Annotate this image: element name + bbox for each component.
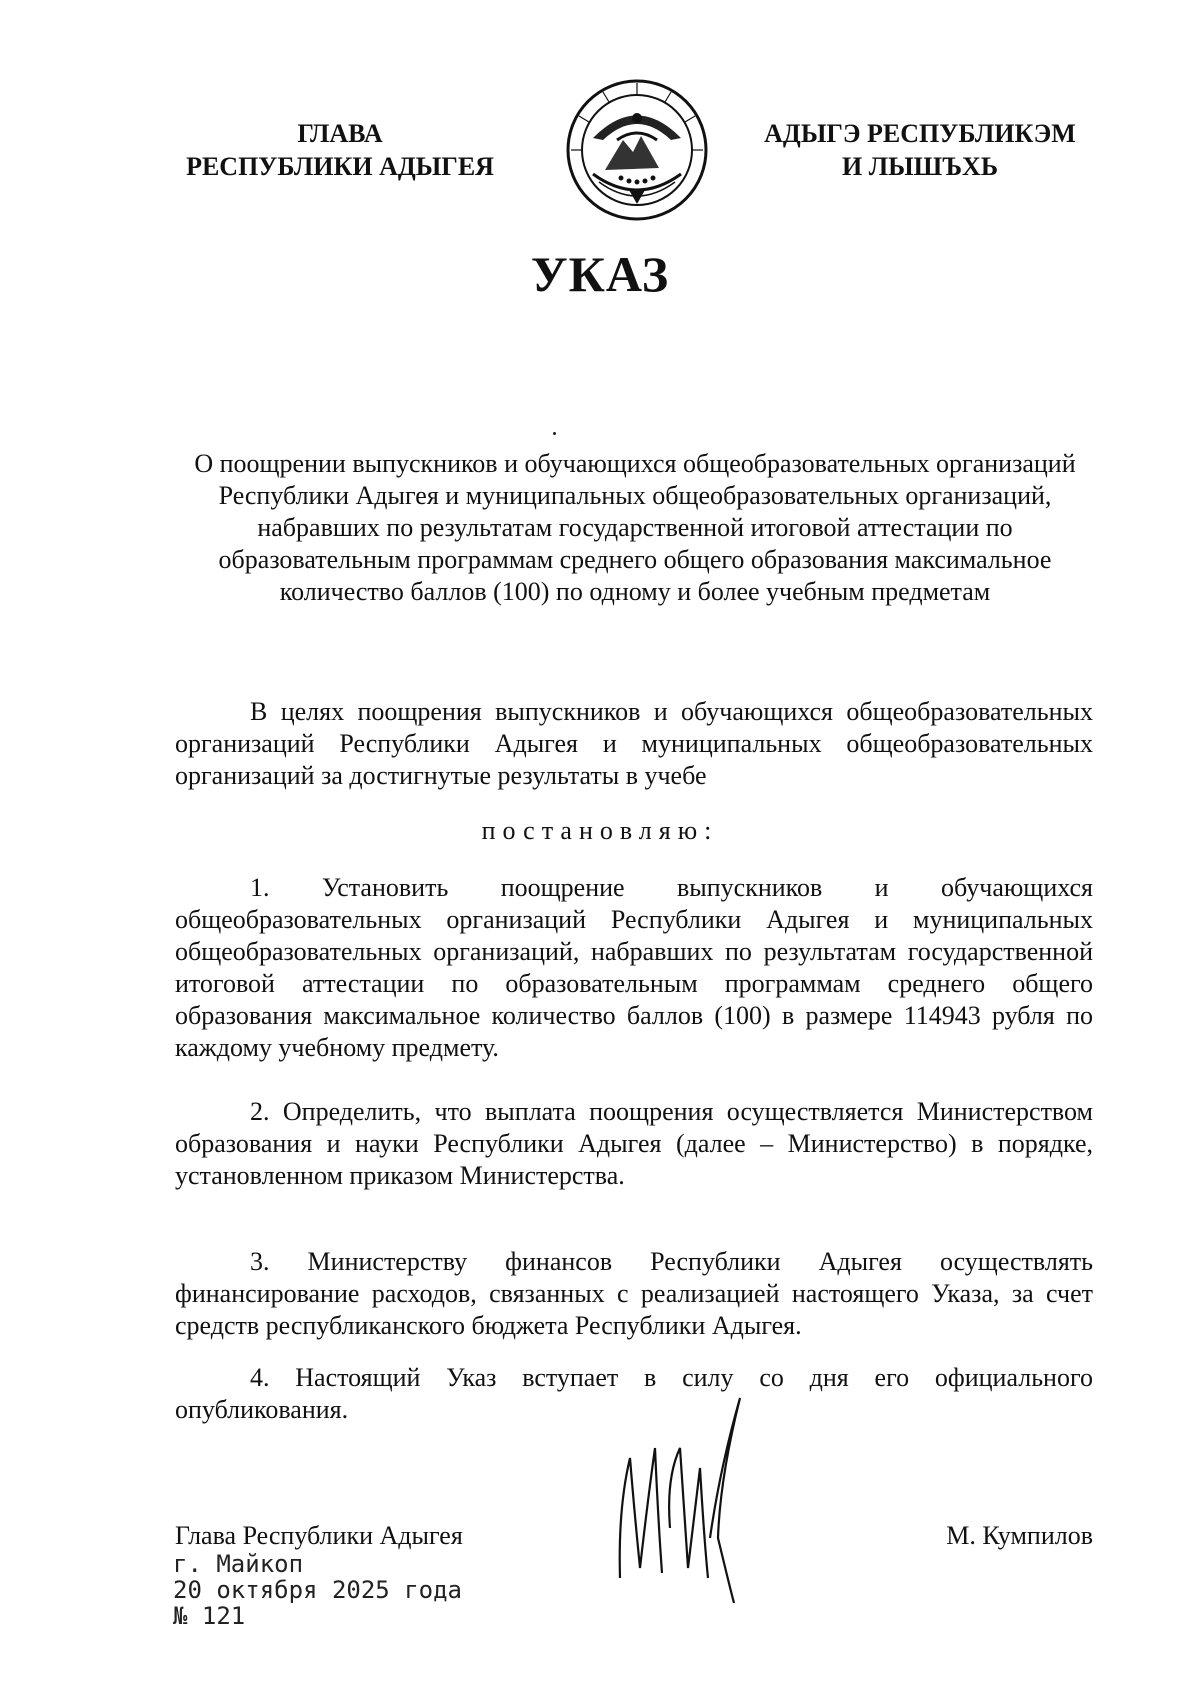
- handwritten-signature: [600, 1388, 800, 1608]
- preamble-text: В целях поощрения выпускников и обучающихся общеобразовательных организаций Республики Адыгея и муниципальных общеобразовательных организаций за достигнутые результаты в учебе: [175, 697, 1093, 790]
- clause-text: 3. Министерству финансов Республики Адыгея осуществлять финансирование расходов, связанных с реализацией настоящего Указа, за счет средств республиканского бюджета Республики Адыгея.: [175, 1247, 1093, 1340]
- issuer-line-adyghe-2: И ЛЫШЪХЬ: [841, 152, 999, 181]
- clause-2: [175, 1096, 1093, 1192]
- clause-1: [175, 872, 1093, 1064]
- signer-name: М. Кумпилов: [946, 1521, 1093, 1550]
- decree-word: постановляю:: [481, 816, 719, 845]
- issue-date: 20 октября 2025 года: [173, 1576, 462, 1604]
- clause-text: 4. Настоящий Указ вступает в силу со дня его официального опубликования.: [175, 1363, 1093, 1424]
- clause-text: 2. Определить, что выплата поощрения осуществляется Министерством образования и науки Республики Адыгея (далее – Министерство) в порядке, установленном приказом Министерства.: [175, 1097, 1093, 1190]
- stray-dot: [553, 432, 556, 435]
- document-meta: [173, 1551, 462, 1629]
- signer-position: Глава Республики Адыгея: [175, 1521, 463, 1550]
- issuer-line-adyghe-1: АДЫГЭ РЕСПУБЛИКЭМ: [764, 119, 1076, 148]
- document-type: УКАЗ: [530, 246, 670, 302]
- coat-of-arms-icon: [563, 78, 711, 223]
- issue-city: г. Майкоп: [173, 1550, 304, 1578]
- document-title: О поощрении выпускников и обучающихся общеобразовательных организаций Республики Адыгея и муниципальных общеобразовательных организаций, набравших по результатам государственной итоговой аттестации по образовательным программам среднего общего образования максимальное количество баллов (100) по одному и более учебным предметам: [194, 449, 1076, 606]
- issuer-line-2: РЕСПУБЛИКИ АДЫГЕЯ: [186, 152, 494, 181]
- issuer-line-1: ГЛАВА: [297, 119, 383, 148]
- document-number: № 121: [173, 1602, 246, 1630]
- issuer-header-adyghe: [730, 117, 1110, 183]
- issuer-header-russian: [150, 117, 530, 183]
- clause-text: 1. Установить поощрение выпускников и обучающихся общеобразовательных организаций Республики Адыгея и муниципальных общеобразовательных организаций, набравших по результатам государственной итоговой аттестации по образовательным программам среднего общего образования максимальное количество баллов (100) в размере 114943 рубля по каждому учебному предмету.: [175, 873, 1093, 1062]
- clause-3: [175, 1246, 1093, 1342]
- preamble: [175, 696, 1093, 792]
